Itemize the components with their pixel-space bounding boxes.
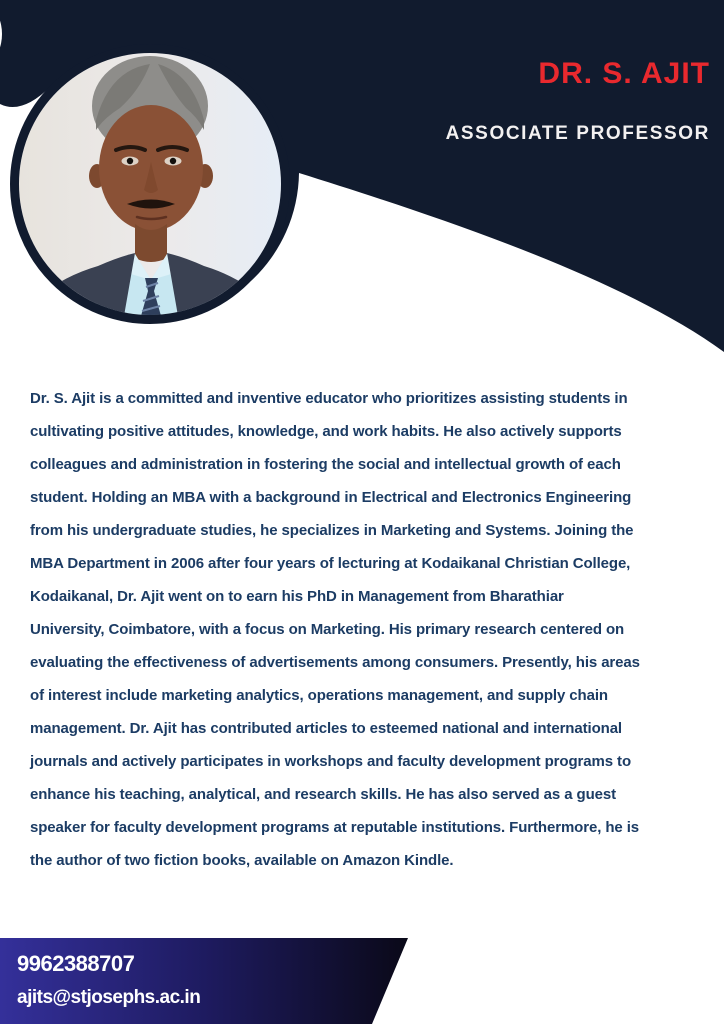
- faculty-role: ASSOCIATE PROFESSOR: [445, 123, 710, 144]
- profile-photo: [19, 53, 281, 316]
- bio-line: management. Dr. Ajit has contributed articles to esteemed national and international: [30, 720, 623, 737]
- bio-line: cultivating positive attitudes, knowledge, and work habits. He also actively supports: [30, 423, 622, 440]
- bio-line: Dr. S. Ajit is a committed and inventive educator who prioritizes assisting students in: [30, 390, 628, 407]
- bio-line: from his undergraduate studies, he specializes in Marketing and Systems. Joining the: [30, 522, 634, 539]
- bio-line: enhance his teaching, analytical, and research skills. He has also served as a guest: [30, 786, 617, 803]
- bio-line: the author of two fiction books, available on Amazon Kindle.: [30, 852, 454, 869]
- bio-line: speaker for faculty development programs at reputable institutions. Furthermore, he is: [30, 819, 640, 836]
- bio-line: MBA Department in 2006 after four years of lecturing at Kodaikanal Christian College,: [30, 555, 631, 572]
- bio-line: Kodaikanal, Dr. Ajit went on to earn his PhD in Management from Bharathiar: [30, 588, 564, 605]
- faculty-name: DR. S. AJIT: [538, 57, 710, 90]
- phone-number: 9962388707: [17, 951, 135, 976]
- bio-line: student. Holding an MBA with a background in Electrical and Electronics Engineering: [30, 489, 632, 506]
- bio-line: journals and actively participates in workshops and faculty development programs to: [30, 753, 632, 770]
- bio-paragraph: [30, 382, 706, 877]
- bio-line: colleagues and administration in fostering the social and intellectual growth of each: [30, 456, 621, 473]
- bio-line: evaluating the effectiveness of advertisements among consumers. Presently, his areas: [30, 654, 640, 671]
- bio-line: University, Coimbatore, with a focus on Marketing. His primary research centered on: [30, 621, 625, 638]
- bio-line: of interest include marketing analytics, operations management, and supply chain: [30, 687, 608, 704]
- email-address: ajits@stjosephs.ac.in: [17, 987, 201, 1008]
